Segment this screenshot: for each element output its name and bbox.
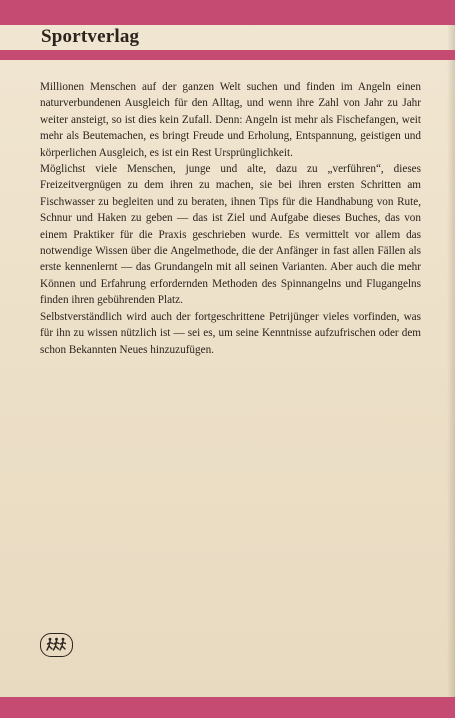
blurb-paragraph: Möglichst viele Menschen, junge und alte, dazu zu „verführen“, dieses Freizeitvergnügen zu dem ihren zu machen, sie bei ihren ersten Schritten am Fischwasser zu begleiten und zu beraten, ihnen Tips für die Handhabung von Rute, Schnur und Haken zu geben — das ist Ziel und Aufgabe dieses Buches, das von einem Praktiker für die Praxis geschrieben wurde. Es vermittelt vor allem das notwendige Wissen über die Angelmethode, die der Anfänger in fast allen Fällen als erste kennenlernt — das Grundangeln mit all seinen Varianten. Aber auch die mehr Können und Erfahrung erfordernden Methoden des Spinnangelns und Flugangelns finden ihren gebührenden Platz. (40, 163, 421, 307)
page-edge-shadow (447, 0, 455, 718)
publisher-logo-icon (40, 633, 73, 657)
bottom-color-band (0, 697, 455, 718)
blurb-paragraph: Selbstverständlich wird auch der fortgeschrittene Petrijünger vieles vorfinden, was für ihn zu wissen nützlich ist — sei es, um seine Kenntnisse aufzufrischen oder dem schon Bekannten Neues hinzuzufügen. (40, 310, 421, 356)
runners-icon (45, 637, 68, 653)
blurb-text (40, 79, 421, 358)
publisher-name: Sportverlag (41, 26, 140, 47)
top-color-band (0, 0, 455, 25)
blurb-paragraph: Millionen Menschen auf der ganzen Welt suchen und finden im Angeln einen naturverbundenen Ausgleich für den Alltag, und wenn ihre Zahl von Jahr zu Jahr weiter ansteigt, so ist dies kein Zufall. Denn: Angeln ist mehr als Fischefangen, weit mehr als Beutemachen, es bringt Freude und Erholung, Entspannung, geistigen und körperlichen Ausgleich, es ist ein Rest Ursprünglichkeit. (40, 81, 421, 159)
brand-underline-band (0, 50, 455, 60)
